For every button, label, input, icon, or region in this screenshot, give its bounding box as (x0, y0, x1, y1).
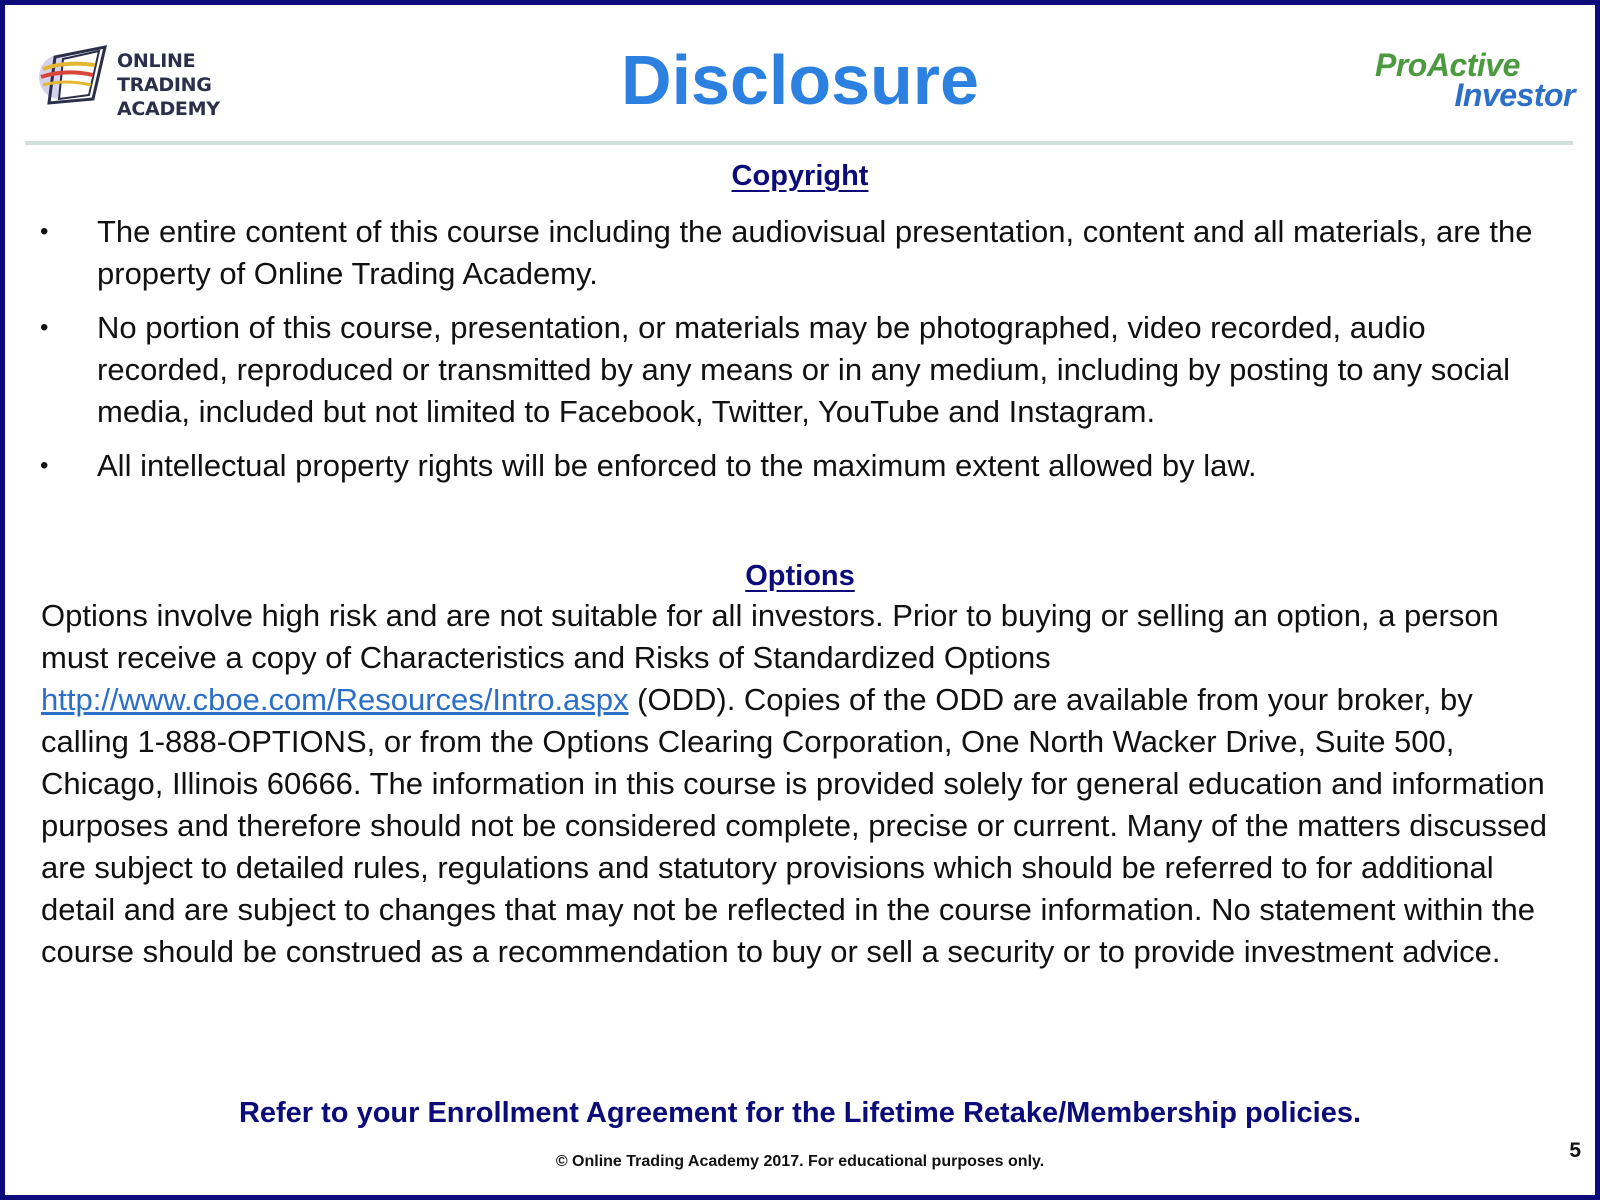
bullet-glyph: • (40, 452, 49, 479)
proactive-investor-logo (1365, 47, 1575, 111)
cboe-odd-link[interactable]: http://www.cboe.com/Resources/Intro.aspx (41, 682, 629, 717)
options-disclosure-text (41, 595, 1566, 973)
bullet-text: All intellectual property rights will be enforced to the maximum extent allowed by law. (97, 448, 1257, 483)
options-heading: Options (745, 560, 855, 592)
enrollment-agreement-note: Refer to your Enrollment Agreement for the Lifetime Retake/Membership policies. (238, 1097, 1362, 1129)
header-divider (25, 141, 1573, 145)
list-item (40, 307, 1565, 433)
logo-wordmark: ONLINE TRADING ACADEMY (117, 50, 220, 120)
options-text-part1: Options involve high risk and are not suitable for all investors. Prior to buying or selling an option, a person must receive a copy of Characteristics and Risks of Standardized Options (41, 598, 1499, 675)
page-title: Disclosure (621, 41, 979, 119)
bullet-text: No portion of this course, presentation, or materials may be photographed, video recorded, audio recorded, reproduced or transmitted by any means or in any medium, including by posting to any social media, included but not limited to Facebook, Twitter, YouTube and Instagram. (97, 310, 1510, 429)
bullet-glyph: • (40, 314, 49, 341)
bullet-text: The entire content of this course including the audiovisual presentation, content and all materials, are the property of Online Trading Academy. (97, 214, 1533, 291)
list-item (40, 211, 1565, 295)
copyright-heading: Copyright (731, 160, 869, 192)
copyright-footer: © Online Trading Academy 2017. For educational purposes only. (555, 1153, 1045, 1170)
page-number: 5 (1569, 1139, 1581, 1162)
bullet-glyph: • (40, 218, 49, 245)
logo-proactive-text: ProActive (1375, 47, 1520, 83)
options-text-part2: (ODD). Copies of the ODD are available from your broker, by calling 1-888-OPTIONS, or from the Options Clearing Corporation, One North Wacker Drive, Suite 500, Chicago, Illinois 60666. The information in this course is provided solely for general education and information purposes and therefore should not be considered complete, precise or current. Many of the matters discussed are subject to detailed rules, regulations and statutory provisions which should be referred to for additional detail and are subject to changes that may not be reflected in the course information. No statement within the course should be construed as a recommendation to buy or sell a security or to provide investment advice. (41, 682, 1548, 969)
copyright-bullet-list (40, 211, 1565, 499)
list-item (40, 445, 1565, 487)
logo-investor-text: Investor (1454, 77, 1575, 113)
